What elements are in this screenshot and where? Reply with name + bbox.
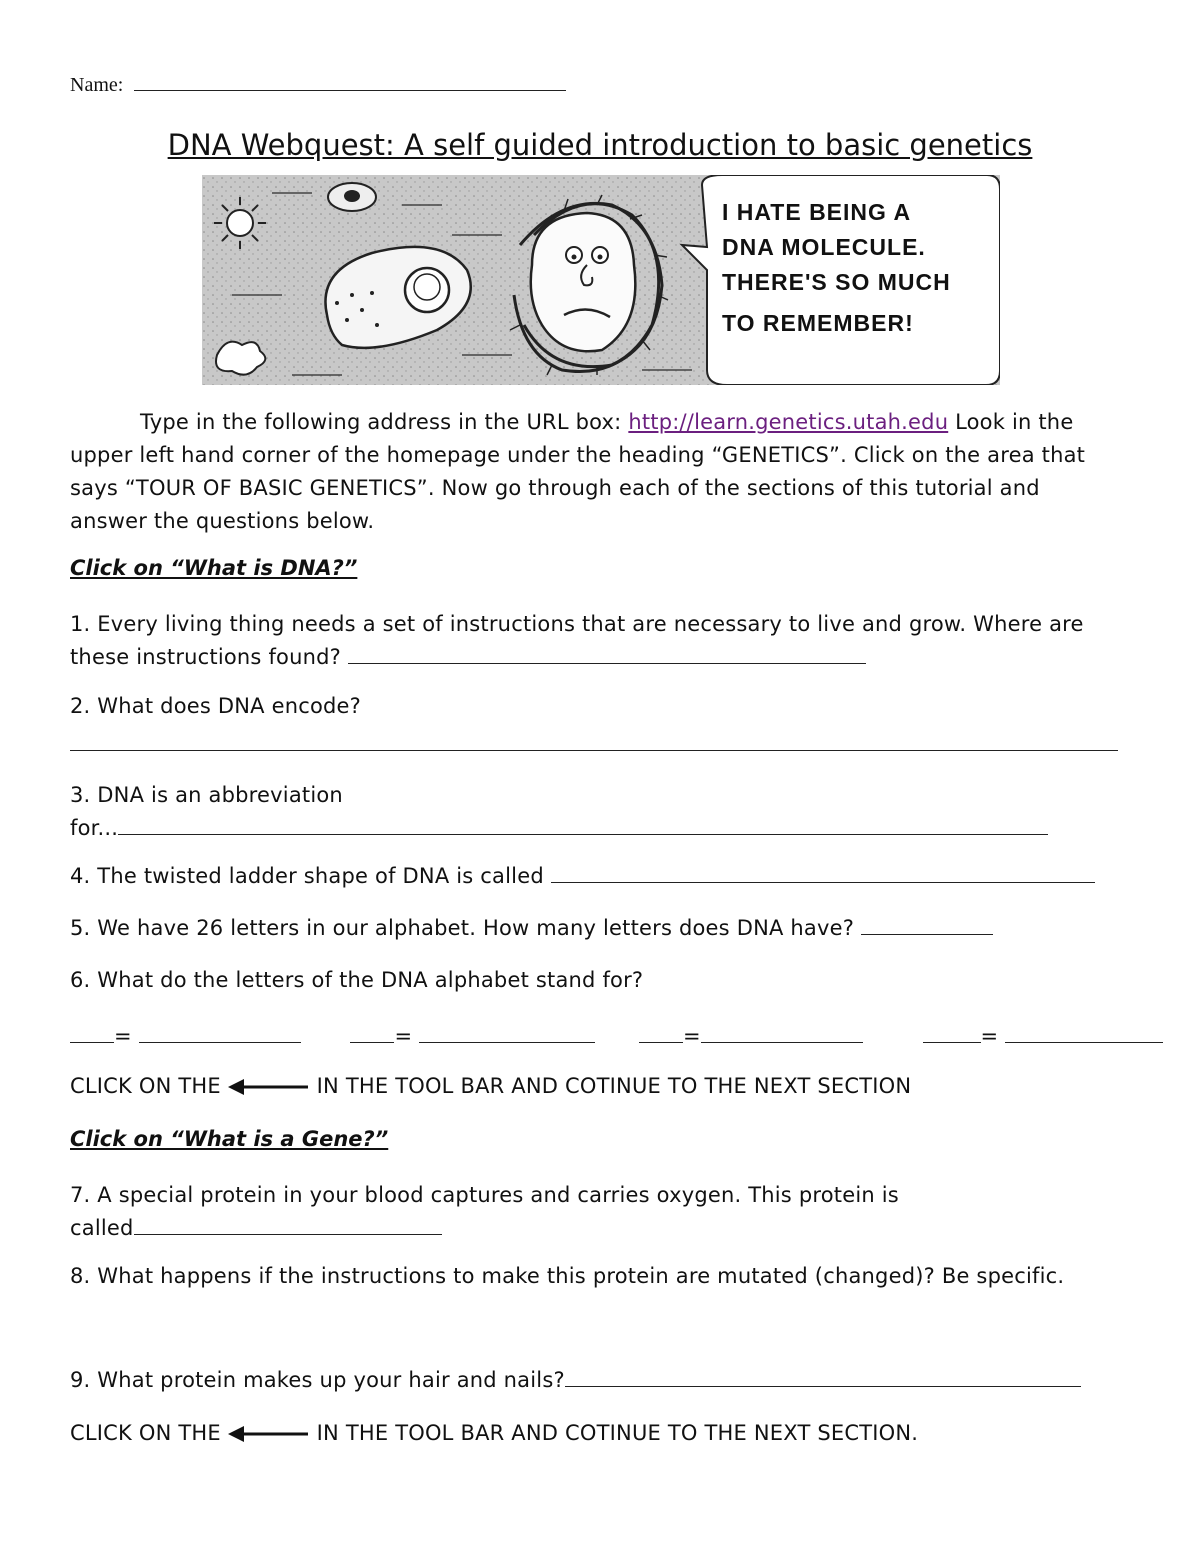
question-2: 2. What does DNA encode?	[70, 694, 362, 718]
question-3	[70, 779, 1048, 845]
equals-3: =	[682, 1024, 701, 1048]
question-5-row	[70, 916, 993, 940]
dna-letter-blanks	[70, 1024, 1163, 1048]
answer-5-field[interactable]	[861, 934, 993, 935]
question-7-line-1: 7. A special protein in your blood captures and carries oxygen. This protein is	[70, 1183, 899, 1207]
answer-4-field[interactable]	[551, 882, 1095, 883]
click-instruction-1	[70, 1074, 911, 1098]
meaning-3-field[interactable]	[701, 1042, 863, 1043]
question-3-line-1: 3. DNA is an abbreviation	[70, 783, 343, 807]
intro-text-1: Type in the following address in the URL box:	[140, 410, 629, 434]
letter-4-field[interactable]	[923, 1042, 981, 1043]
question-1-line-2: these instructions found?	[70, 645, 341, 669]
question-4-row	[70, 864, 1095, 888]
back-arrow-icon	[228, 1077, 310, 1097]
intro-line-3: says “TOUR OF BASIC GENETICS”. Now go through each of the sections of this tutorial and	[70, 476, 1040, 500]
name-label: Name:	[70, 74, 124, 96]
genetics-url-link[interactable]: http://learn.genetics.utah.edu	[628, 410, 949, 434]
click-instruction-1-pre: CLICK ON THE	[70, 1074, 221, 1098]
question-1	[70, 608, 1084, 674]
back-arrow-icon	[228, 1424, 310, 1444]
intro-text-2: Look in the	[948, 410, 1074, 434]
bubble-line-3: THERE'S SO MUCH	[722, 269, 951, 295]
answer-7-field[interactable]	[134, 1234, 442, 1235]
question-5: 5. We have 26 letters in our alphabet. How many letters does DNA have?	[70, 916, 855, 940]
name-label-row	[70, 74, 566, 97]
bubble-line-1: I HATE BEING A	[722, 199, 912, 225]
answer-9-field[interactable]	[565, 1386, 1081, 1387]
answer-1-field[interactable]	[348, 663, 866, 664]
answer-2-field[interactable]	[70, 728, 1118, 751]
click-instruction-2-post: IN THE TOOL BAR AND COTINUE TO THE NEXT SECTION.	[316, 1421, 919, 1445]
question-9-row	[70, 1368, 1081, 1392]
question-6: 6. What do the letters of the DNA alphabet stand for?	[70, 968, 644, 992]
click-instruction-1-post: IN THE TOOL BAR AND COTINUE TO THE NEXT SECTION	[316, 1074, 912, 1098]
bubble-line-2: DNA MOLECULE.	[722, 234, 926, 260]
section-heading-what-is-a-gene: Click on “What is a Gene?”	[70, 1127, 389, 1151]
click-instruction-2-pre: CLICK ON THE	[70, 1421, 221, 1445]
name-field[interactable]	[134, 90, 566, 91]
section-heading-what-is-dna: Click on “What is DNA?”	[70, 556, 358, 580]
equals-2: =	[394, 1024, 413, 1048]
dna-cartoon-image	[202, 175, 1000, 385]
question-7-line-2: called	[70, 1216, 134, 1240]
equals-4: =	[980, 1024, 999, 1048]
meaning-2-field[interactable]	[419, 1042, 595, 1043]
meaning-4-field[interactable]	[1005, 1042, 1163, 1043]
letter-3-field[interactable]	[639, 1042, 683, 1043]
question-7	[70, 1179, 899, 1245]
intro-paragraph	[70, 406, 1140, 538]
letter-1-field[interactable]	[70, 1042, 114, 1043]
page-title: DNA Webquest: A self guided introduction to basic genetics	[167, 128, 1033, 162]
intro-line-2: upper left hand corner of the homepage under the heading “GENETICS”. Click on the area that	[70, 443, 1086, 467]
question-1-line-1: 1. Every living thing needs a set of instructions that are necessary to live and grow. Where are	[70, 612, 1084, 636]
letter-2-field[interactable]	[350, 1042, 394, 1043]
question-3-line-2: for...	[70, 816, 119, 840]
answer-3-field[interactable]	[118, 834, 1048, 835]
meaning-1-field[interactable]	[139, 1042, 301, 1043]
equals-1: =	[114, 1024, 132, 1048]
intro-line-4: answer the questions below.	[70, 509, 375, 533]
question-4: 4. The twisted ladder shape of DNA is called	[70, 864, 544, 888]
question-8: 8. What happens if the instructions to make this protein are mutated (changed)? Be specific.	[70, 1264, 1065, 1288]
question-9: 9. What protein makes up your hair and nails?	[70, 1368, 565, 1392]
bubble-line-4: TO REMEMBER!	[722, 310, 914, 336]
click-instruction-2	[70, 1421, 918, 1445]
